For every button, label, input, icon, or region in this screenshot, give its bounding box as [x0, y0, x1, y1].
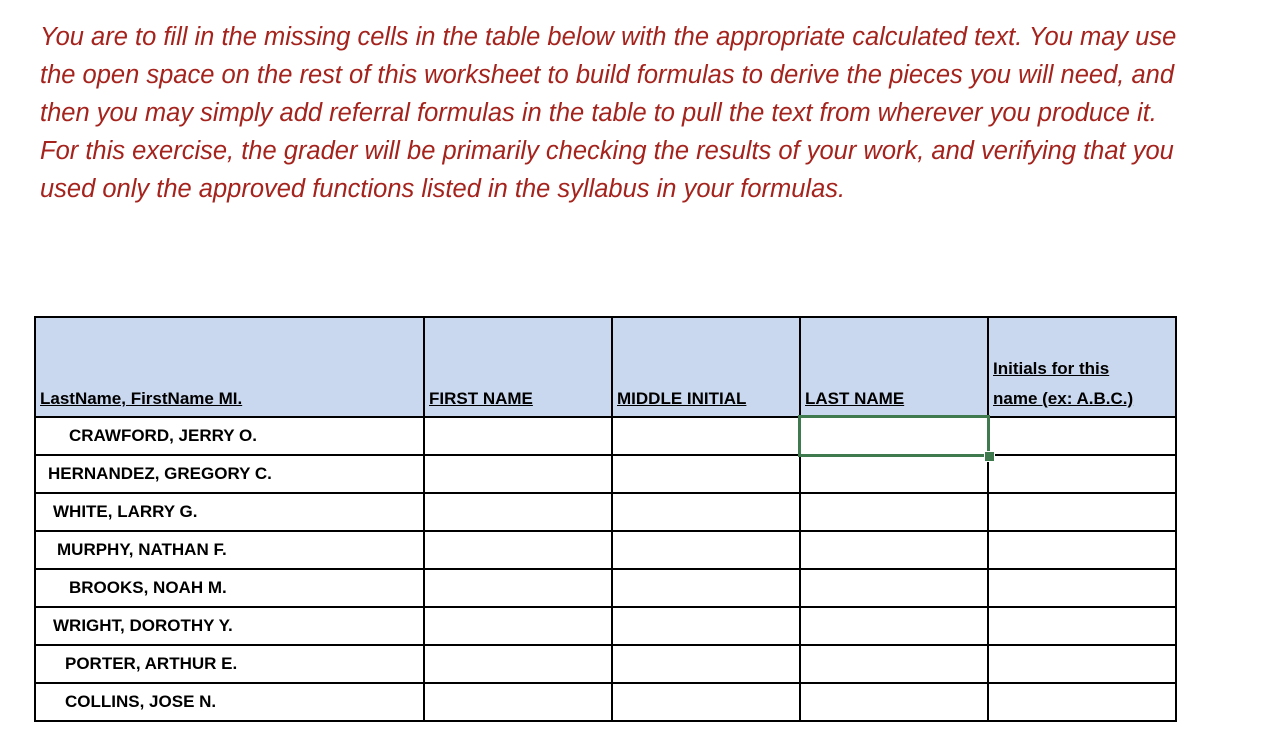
last-name-cell[interactable]	[800, 569, 988, 607]
full-name-cell[interactable]: MURPHY, NATHAN F.	[35, 531, 424, 569]
table-row	[35, 607, 1176, 645]
last-name-cell-selected[interactable]	[800, 417, 988, 455]
header-middle-initial[interactable]: MIDDLE INITIAL	[612, 317, 800, 417]
first-name-cell[interactable]	[424, 455, 612, 493]
last-name-cell[interactable]	[800, 683, 988, 721]
middle-initial-cell[interactable]	[612, 569, 800, 607]
instructions-text: You are to fill in the missing cells in the table below with the appropriate calculated text. You may use the open space on the rest of this worksheet to build formulas to derive the pieces you will need, and then you may simply add referral formulas in the table to pull the text from wherever you produce it. For this exercise, the grader will be primarily checking the results of your work, and verifying that you used only the approved functions listed in the syllabus in your formulas.	[40, 23, 1177, 203]
table-row	[35, 417, 1176, 455]
last-name-cell[interactable]	[800, 607, 988, 645]
table-row	[35, 569, 1176, 607]
first-name-cell[interactable]	[424, 417, 612, 455]
initials-cell[interactable]	[988, 417, 1176, 455]
first-name-cell[interactable]	[424, 645, 612, 683]
table-row	[35, 455, 1176, 493]
middle-initial-cell[interactable]	[612, 607, 800, 645]
middle-initial-cell[interactable]	[612, 683, 800, 721]
last-name-cell[interactable]	[800, 455, 988, 493]
table-row	[35, 645, 1176, 683]
full-name-cell[interactable]: COLLINS, JOSE N.	[35, 683, 424, 721]
full-name-cell[interactable]: PORTER, ARTHUR E.	[35, 645, 424, 683]
initials-cell[interactable]	[988, 645, 1176, 683]
header-first-name[interactable]: FIRST NAME	[424, 317, 612, 417]
full-name-cell[interactable]: WRIGHT, DOROTHY Y.	[35, 607, 424, 645]
table-row	[35, 683, 1176, 721]
header-initials[interactable]: Initials for this name (ex: A.B.C.)	[988, 317, 1176, 417]
full-name-cell[interactable]: BROOKS, NOAH M.	[35, 569, 424, 607]
header-row	[35, 317, 1176, 417]
names-table	[34, 316, 1177, 722]
table-row	[35, 493, 1176, 531]
first-name-cell[interactable]	[424, 493, 612, 531]
full-name-cell[interactable]: WHITE, LARRY G.	[35, 493, 424, 531]
first-name-cell[interactable]	[424, 569, 612, 607]
full-name-cell[interactable]: HERNANDEZ, GREGORY C.	[35, 455, 424, 493]
last-name-cell[interactable]	[800, 493, 988, 531]
middle-initial-cell[interactable]	[612, 531, 800, 569]
table-row	[35, 531, 1176, 569]
initials-cell[interactable]	[988, 683, 1176, 721]
initials-cell[interactable]	[988, 569, 1176, 607]
initials-cell[interactable]	[988, 455, 1176, 493]
header-last-name[interactable]: LAST NAME	[800, 317, 988, 417]
full-name-cell[interactable]: CRAWFORD, JERRY O.	[35, 417, 424, 455]
initials-cell[interactable]	[988, 493, 1176, 531]
last-name-cell[interactable]	[800, 531, 988, 569]
last-name-cell[interactable]	[800, 645, 988, 683]
middle-initial-cell[interactable]	[612, 455, 800, 493]
first-name-cell[interactable]	[424, 683, 612, 721]
first-name-cell[interactable]	[424, 531, 612, 569]
middle-initial-cell[interactable]	[612, 417, 800, 455]
first-name-cell[interactable]	[424, 607, 612, 645]
header-full-name[interactable]: LastName, FirstName MI.	[35, 317, 424, 417]
middle-initial-cell[interactable]	[612, 493, 800, 531]
fill-handle[interactable]	[984, 451, 995, 462]
middle-initial-cell[interactable]	[612, 645, 800, 683]
initials-cell[interactable]	[988, 531, 1176, 569]
initials-cell[interactable]	[988, 607, 1176, 645]
